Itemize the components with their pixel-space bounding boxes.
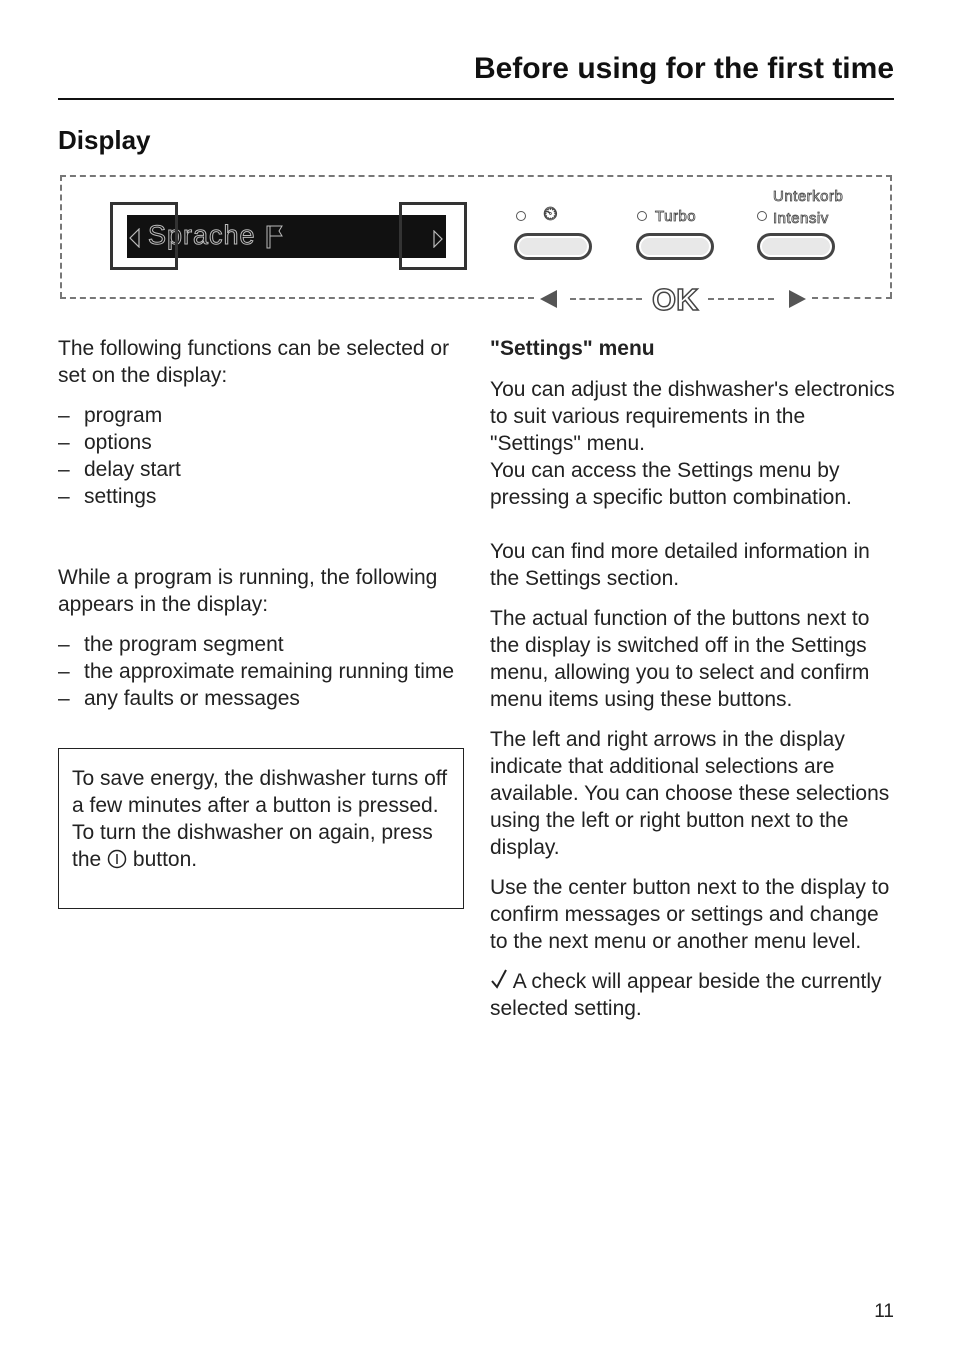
check-icon — [490, 968, 508, 990]
right-arrow-icon — [788, 289, 808, 309]
page-title: Before using for the first time — [473, 52, 894, 85]
list-item: – the program segment — [58, 631, 468, 658]
section-heading: Display — [58, 125, 151, 155]
panel-outline-bottom-right — [812, 297, 892, 299]
center-panel-button[interactable] — [636, 233, 714, 260]
ok-label: OK — [652, 282, 699, 317]
legend-dash — [708, 298, 774, 300]
intensive-label: Intensiv — [773, 210, 829, 227]
indicator-light — [516, 211, 526, 221]
notice-prefix: To turn the dishwasher on again, press the — [72, 821, 433, 871]
list-item: – program — [58, 402, 468, 429]
notice-text: To save energy, the dishwasher turns off a few minutes after a button is pressed. — [72, 767, 448, 817]
functions-intro: The following functions can be selected or set on the display: — [58, 337, 450, 387]
list-item: – delay start — [58, 456, 468, 483]
list-item: – options — [58, 429, 468, 456]
list-item: – any faults or messages — [58, 685, 468, 712]
right-selection-highlight — [399, 202, 467, 270]
notice-text-2 — [72, 819, 463, 873]
energy-notice-box — [58, 748, 464, 909]
list-item: – the approximate remaining running time — [58, 658, 468, 685]
legend-dash — [570, 298, 642, 300]
notice-suffix: button. — [132, 848, 198, 871]
settings-para-6 — [490, 968, 898, 1022]
settings-para-4: The left and right arrows in the display indicate that additional selections are available. You can choose these selections using the left or right button next to the display. — [490, 728, 890, 859]
right-panel-button[interactable] — [757, 233, 835, 260]
left-panel-button[interactable] — [514, 233, 592, 260]
indicator-light — [637, 211, 647, 221]
power-icon — [107, 849, 127, 869]
running-list — [58, 631, 468, 712]
flag-icon — [266, 224, 284, 250]
settings-para-5: Use the center button next to the display to confirm messages or settings and change to the next menu or another menu level. — [490, 876, 890, 953]
left-arrow-icon — [538, 289, 558, 309]
settings-para-1a: You can adjust the dishwasher's electronics to suit various requirements in the "Settings" menu. — [490, 378, 895, 455]
turbo-label: Turbo — [655, 208, 697, 225]
panel-outline-bottom-left — [60, 297, 534, 299]
functions-list — [58, 402, 468, 510]
settings-para-1b: You can access the Settings menu by pressing a specific button combination. — [490, 459, 852, 509]
right-column — [490, 335, 898, 1022]
left-column — [58, 335, 468, 712]
lower-basket-label: Unterkorb — [773, 188, 844, 205]
display-text: Sprache — [148, 220, 256, 250]
page-number: 11 — [874, 1301, 894, 1322]
settings-para-3: The actual function of the buttons next to the display is switched off in the Settings menu, allowing you to select and confirm menu items using these buttons. — [490, 607, 870, 711]
title-rule — [58, 98, 894, 100]
settings-menu-heading: "Settings" menu — [490, 337, 655, 360]
indicator-light — [757, 211, 767, 221]
settings-para-2: You can find more detailed information in the Settings section. — [490, 540, 870, 590]
left-selection-highlight — [110, 202, 178, 270]
delay-start-icon: ⏲ — [543, 204, 559, 225]
list-item: – settings — [58, 483, 468, 510]
button-function-legend — [538, 282, 810, 316]
check-text: A check will appear beside the currently selected setting. — [490, 970, 882, 1020]
running-intro: While a program is running, the following appears in the display: — [58, 566, 438, 616]
